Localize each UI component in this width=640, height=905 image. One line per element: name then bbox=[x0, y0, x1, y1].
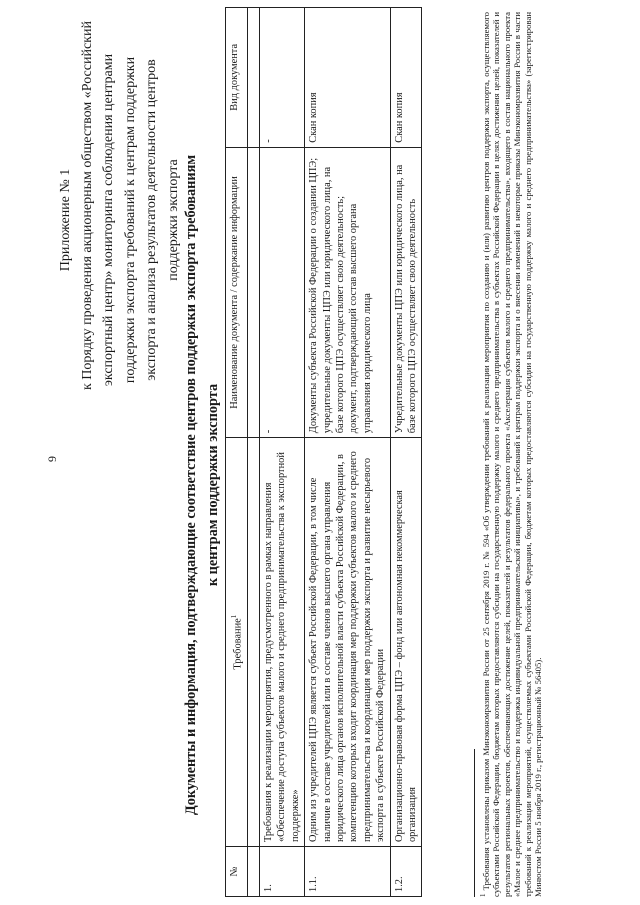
header-separator-cell bbox=[247, 847, 259, 897]
table-row bbox=[305, 8, 390, 897]
page-number: 9 bbox=[45, 456, 59, 462]
row-num: 1.1. bbox=[305, 847, 390, 897]
appendix-line: поддержки экспорта bbox=[165, 159, 181, 281]
header-separator-cell bbox=[247, 147, 259, 438]
table-row bbox=[390, 8, 422, 897]
row-requirement: Одним из учредителей ЦПЭ является субъект Российской Федерации, в том числе наличие в составе учредителей или в составе членов высшего органа управления юридического лица органов исполнительной власти субъекта Российской Федерации, в компетенцию которых входит координация мер поддержки субъектов малого и среднего предпринимательства и координация мер поддержки экспорта и развитие несырьевого экспорта в субъекте Российской Федерации bbox=[305, 438, 390, 847]
header-num: № bbox=[226, 847, 248, 897]
row-num: 1. bbox=[259, 847, 304, 897]
row-doc-name: - bbox=[259, 147, 304, 438]
footnote-marker: 1 bbox=[230, 614, 238, 619]
row-doc-name: Учредительные документы ЦПЭ или юридического лица, на базе которого ЦПЭ осуществляет свою деятельность bbox=[390, 147, 422, 438]
row-requirement: Требования к реализации мероприятия, предусмотренного в рамках направления «Обеспечение доступа субъектов малого и среднего предпринимательства к экспортной поддержке» bbox=[259, 438, 304, 847]
appendix-title: Приложение № 1 bbox=[58, 168, 73, 272]
document-title-line: к центрам поддержки экспорта bbox=[205, 383, 221, 587]
header-separator-cell bbox=[247, 8, 259, 148]
row-doc-name: Документы субъекта Российской Федерации о создании ЦПЭ; учредительные документы ЦПЭ или юридического лица, на базе которого ЦПЭ осуществляет свою деятельность; документ, подтверждающий состав высшего органа управления юридического лица bbox=[305, 147, 390, 438]
table-header-row bbox=[226, 8, 248, 897]
row-doc-type: Скан копия bbox=[305, 8, 390, 148]
requirements-table bbox=[225, 7, 422, 897]
row-doc-type: - bbox=[259, 8, 304, 148]
footnote bbox=[478, 12, 544, 897]
appendix-line: экспорта и анализа результатов деятельности центров bbox=[144, 59, 159, 381]
appendix-header bbox=[55, 21, 184, 390]
header-doc-type: Вид документа bbox=[226, 8, 248, 148]
appendix-line: экспортный центр» мониторинга соблюдения центрами bbox=[101, 53, 116, 387]
header-separator-row bbox=[247, 8, 259, 897]
footnote-divider bbox=[474, 749, 475, 897]
row-num: 1.2. bbox=[390, 847, 422, 897]
table-row bbox=[259, 8, 304, 897]
document-title-line: Документы и информация, подтверждающие соответствие центров поддержки экспорта требованиям bbox=[183, 154, 199, 816]
footnote-text: Требования установлены приказом Минэкономразвития России от 25 сентября 2019 г. № 594 «Об утверждении требований к реализации мероприятия по созданию и (или) развитию центров поддержки экспорта, осуществляемого субъектами Российской Федерации, бюджетам которых предоставляются субсидии на государственную поддержку малого и среднего предпринимательства в субъектах Российской Федерации в целях достижения целей, показателей и результатов региональных проектов, обеспечивающих достижение целей, показателей и результатов федерального проекта «Акселерация субъектов малого и среднего предпринимательства», входящего в состав национального проекта «Малое и среднее предпринимательство и поддержка индивидуальной предпринимательской инициативы», и требований к центрам поддержки экспорта и о внесении изменений в некоторые приказы Минэкономразвития России в части требований к реализации мероприятий, осуществляемых субъектами Российской Федерации, бюджетам которых предоставляются субсидии на государственную поддержку малого и среднего предпринимательства» (зарегистрирован Минюстом России 5 ноября 2019 г., регистрационный № 56405). bbox=[480, 12, 544, 897]
appendix-line: к Порядку проведения акционерным обществом «Российский bbox=[79, 21, 95, 390]
row-requirement: Организационно-правовая форма ЦПЭ – фонд или автономная некоммерческая организация bbox=[390, 438, 422, 847]
footnote-marker: 1 bbox=[479, 893, 487, 897]
header-requirement bbox=[226, 438, 248, 847]
header-requirement-label: Требование bbox=[232, 618, 244, 670]
header-separator-cell bbox=[247, 438, 259, 847]
document-title bbox=[180, 125, 224, 845]
header-doc-name: Наименование документа / содержание информации bbox=[226, 147, 248, 438]
appendix-line: поддержки экспорта требований к центрам поддержки bbox=[122, 56, 138, 384]
row-doc-type: Скан копия bbox=[390, 8, 422, 148]
